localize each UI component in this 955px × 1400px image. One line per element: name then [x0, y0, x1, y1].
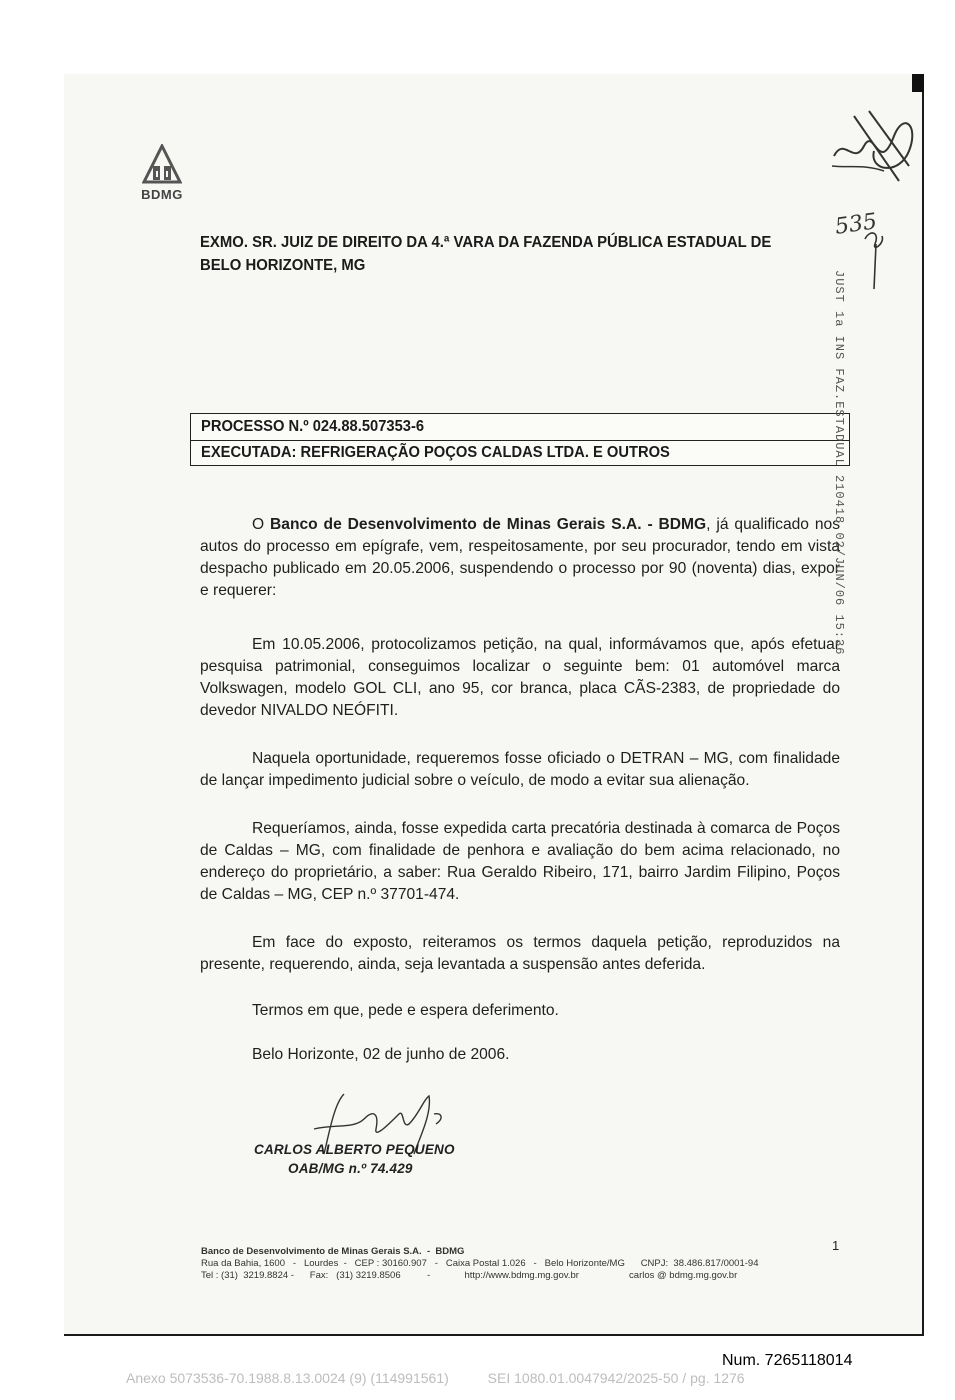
paragraph-1-rest: , já qualificado nos autos do processo em epígrafe, vem, respeitosamente, por seu procurador, tendo em vista despacho publicado em 20.05.2006, suspendendo o processo por 90 (noventa) dias, expor e requerer: [200, 516, 840, 599]
document-number: Num. 7265118014 [722, 1352, 853, 1369]
paragraph-2-text: Em 10.05.2006, protocolizamos petição, na qual, informávamos que, após efetuar pesquisa patrimonial, conseguimos localizar o seguinte bem: 01 automóvel marca Volkswagen, modelo GOL CLI, ano 95, cor branca, placa CÃS-2383, de propriedade do devedor NIVALDO NEÓFITI. [200, 636, 840, 719]
letterhead-footer [201, 1246, 758, 1282]
page-corner-mark [912, 74, 924, 92]
addressee [200, 231, 771, 277]
signer-oab: OAB/MG n.º 74.429 [288, 1161, 413, 1176]
process-box-divider [191, 440, 849, 441]
footer-line-3: Tel : (31) 3219.8824 - Fax: (31) 3219.8506 - http://www.bdmg.mg.gov.br carlos @ bdmg.mg.gov.br [201, 1270, 738, 1281]
paragraph-5-text: Em face do exposto, reiteramos os termos daquela petição, reproduzidos na presente, requerendo, ainda, seja levantada a suspensão antes deferida. [200, 934, 840, 973]
closing-place-date: Belo Horizonte, 02 de junho de 2006. [252, 1046, 510, 1063]
paragraph-3-text: Naquela oportunidade, requeremos fosse oficiado o DETRAN – MG, com finalidade de lançar impedimento judicial sobre o veículo, de modo a evitar sua alienação. [200, 750, 840, 789]
paragraph-2 [200, 634, 840, 722]
handwritten-folio-number: 535 [833, 209, 879, 240]
bdmg-logo [136, 144, 188, 202]
paragraph-1 [200, 514, 840, 602]
bdmg-logo-icon [142, 144, 182, 186]
handwritten-initials [824, 96, 924, 196]
process-executada: EXECUTADA: REFRIGERAÇÃO POÇOS CALDAS LTDA. E OUTROS [201, 444, 670, 461]
scanned-page [64, 74, 924, 1336]
logo-text: BDMG [141, 187, 183, 202]
paragraph-4-text: Requeríamos, ainda, fosse expedida carta precatória destinada à comarca de Poços de Caldas – MG, com finalidade de penhora e avaliação do bem acima relacionado, no endereço do proprietário, a saber: Rua Geraldo Ribeiro, 171, bairro Jardim Filipino, Poços de Caldas – MG, CEP n.º 37701-474. [200, 820, 840, 903]
process-box [190, 413, 850, 466]
addressee-line-2: BELO HORIZONTE, MG [200, 257, 366, 274]
signer-block [254, 1140, 455, 1178]
process-number: PROCESSO N.º 024.88.507353-6 [201, 418, 425, 435]
protocol-stamp: JUST 1a INS FAZ.ESTADUAL 210418 02/JUN/06 15:36 [832, 270, 846, 656]
footer-line-2: Rua da Bahia, 1600 - Lourdes - CEP : 30160.907 - Caixa Postal 1.026 - Belo Horizonte/MG CNPJ: 38.486.817/0001-94 [201, 1258, 759, 1269]
paragraph-3 [200, 748, 840, 792]
annex-reference: Anexo 5073536-70.1988.8.13.0024 (9) (114991561) SEI 1080.01.0047942/2025-50 / pg. 1276 [126, 1370, 745, 1386]
paragraph-5 [200, 932, 840, 976]
paragraph-1-lead: O [252, 516, 271, 533]
paragraph-4 [200, 818, 840, 906]
signer-name: CARLOS ALBERTO PEQUENO [254, 1142, 455, 1157]
addressee-line-1: EXMO. SR. JUIZ DE DIREITO DA 4.ª VARA DA FAZENDA PÚBLICA ESTADUAL DE [200, 234, 772, 251]
page-number: 1 [832, 1238, 840, 1253]
closing-terms: Termos em que, pede e espera deferimento. [252, 1002, 559, 1019]
handwritten-rubric [860, 224, 890, 294]
bank-name: Banco de Desenvolvimento de Minas Gerais S.A. - BDMG [270, 516, 707, 533]
footer-line-1: Banco de Desenvolvimento de Minas Gerais S.A. - BDMG [201, 1246, 465, 1257]
